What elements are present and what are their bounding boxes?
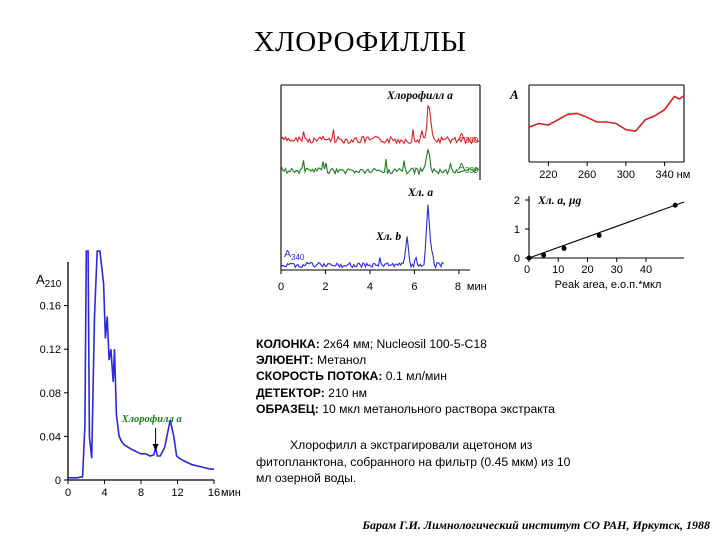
method-row-detector <box>256 385 696 401</box>
chromatogram-trace <box>68 251 214 478</box>
y-tick-label: 0 <box>513 253 520 265</box>
calibration-plot <box>514 195 684 291</box>
x-tick-label: 0 <box>277 281 285 293</box>
method-row-column <box>256 336 696 352</box>
x-tick-label: 20 <box>581 264 594 276</box>
method-row-sample <box>256 401 696 417</box>
x-tick-label: 12 <box>171 487 184 499</box>
plot-title: Хл. a, µg <box>538 195 582 207</box>
eluent-label: ЭЛЮЕНТ: <box>256 353 314 368</box>
column-label: КОЛОНКА: <box>256 337 320 351</box>
calibration-point <box>597 233 602 238</box>
calibration-point <box>562 246 567 251</box>
x-axis-label: Peak area, е.о.п.*мкл <box>554 279 662 291</box>
peak-label-chl-a: Хл. a <box>408 187 434 199</box>
note-line-1: Хлорофилл а экстрагировали ацетоном из <box>290 438 533 452</box>
peak-annotation: Хлорофилл а <box>121 414 182 425</box>
series-label: $A_{380}$ <box>458 131 479 145</box>
panel-label-a: A <box>510 87 519 102</box>
absorption-spectrum <box>509 85 690 181</box>
multi-wavelength-chromatogram <box>278 85 487 293</box>
regression-line <box>529 202 684 258</box>
eluent-value: Метанол <box>313 353 367 368</box>
x-tick-label: 16 <box>207 487 221 499</box>
main-chromatogram <box>36 251 241 499</box>
x-axis-unit: мин <box>221 487 241 499</box>
page-title: ХЛОРОФИЛЛЫ <box>253 26 467 58</box>
x-tick-label: 260 <box>577 169 597 181</box>
y-tick-label: 1 <box>513 224 520 236</box>
peak-label-chl-b: Хл. b <box>376 231 402 243</box>
spectrum-trace <box>529 96 684 131</box>
x-tick-label: 10 <box>552 264 565 276</box>
sample-value: 10 мкл метанольного раствора экстракта <box>318 401 555 416</box>
y-tick-label: 0.04 <box>39 431 61 444</box>
method-row-eluent <box>256 352 696 368</box>
calibration-point <box>527 256 532 261</box>
y-axis-label: $A_{210}$ <box>36 272 62 290</box>
x-tick-label: 0 <box>64 487 72 499</box>
x-tick-label: 30 <box>610 264 623 276</box>
trace-green <box>281 149 479 174</box>
y-tick-label: 0.08 <box>39 387 61 400</box>
credit-line: Барам Г.И. Лимнологический институт СО РАН, Иркутск, 1988 <box>362 518 710 532</box>
detector-value: 210 нм <box>324 385 367 400</box>
y-tick-label: 0.12 <box>39 344 61 357</box>
note-line-2: фитопланктона, собранного на фильтр (0.45 мкм) из 10 <box>256 454 571 469</box>
y-tick-label: 0.16 <box>39 300 61 313</box>
calibration-point <box>541 253 546 258</box>
flow-label: СКОРОСТЬ ПОТОКА: <box>256 369 383 384</box>
series-label: $A_{339}$ <box>458 161 479 175</box>
trace-blue <box>281 205 444 268</box>
method-row-flow <box>256 368 696 384</box>
trace-red <box>281 105 479 143</box>
x-axis-unit: мин <box>466 281 487 293</box>
detector-label: ДЕТЕКТОР: <box>256 385 325 400</box>
flow-value: 0.1 мл/мин <box>382 369 447 384</box>
panel-label: Хлорофилл а <box>387 90 453 102</box>
extraction-note <box>256 437 656 487</box>
calibration-point <box>673 203 678 208</box>
x-tick-label: 340 <box>655 169 674 181</box>
note-line-3: мл озерной воды. <box>256 471 357 485</box>
x-tick-label: 4 <box>101 487 108 499</box>
y-tick-label: 0 <box>54 475 61 487</box>
x-tick-label: 300 <box>616 169 636 181</box>
x-tick-label: 40 <box>639 264 653 276</box>
x-tick-label: 8 <box>137 487 145 499</box>
x-tick-label: 2 <box>322 281 329 293</box>
x-tick-label: 0 <box>523 264 531 276</box>
x-axis-unit: нм <box>676 169 691 181</box>
annotation-arrow-head <box>153 444 159 451</box>
method-conditions <box>256 336 696 417</box>
sample-label: ОБРАЗЕЦ: <box>256 401 319 416</box>
column-value: 2х64 мм; Nucleosil 100-5-C18 <box>319 337 487 351</box>
x-tick-label: 220 <box>539 169 558 181</box>
y-tick-label: 2 <box>513 195 520 207</box>
x-tick-label: 4 <box>366 281 374 293</box>
x-tick-label: 6 <box>411 281 418 293</box>
x-tick-label: 8 <box>454 281 462 293</box>
series-label: $A_{340}$ <box>284 248 305 262</box>
